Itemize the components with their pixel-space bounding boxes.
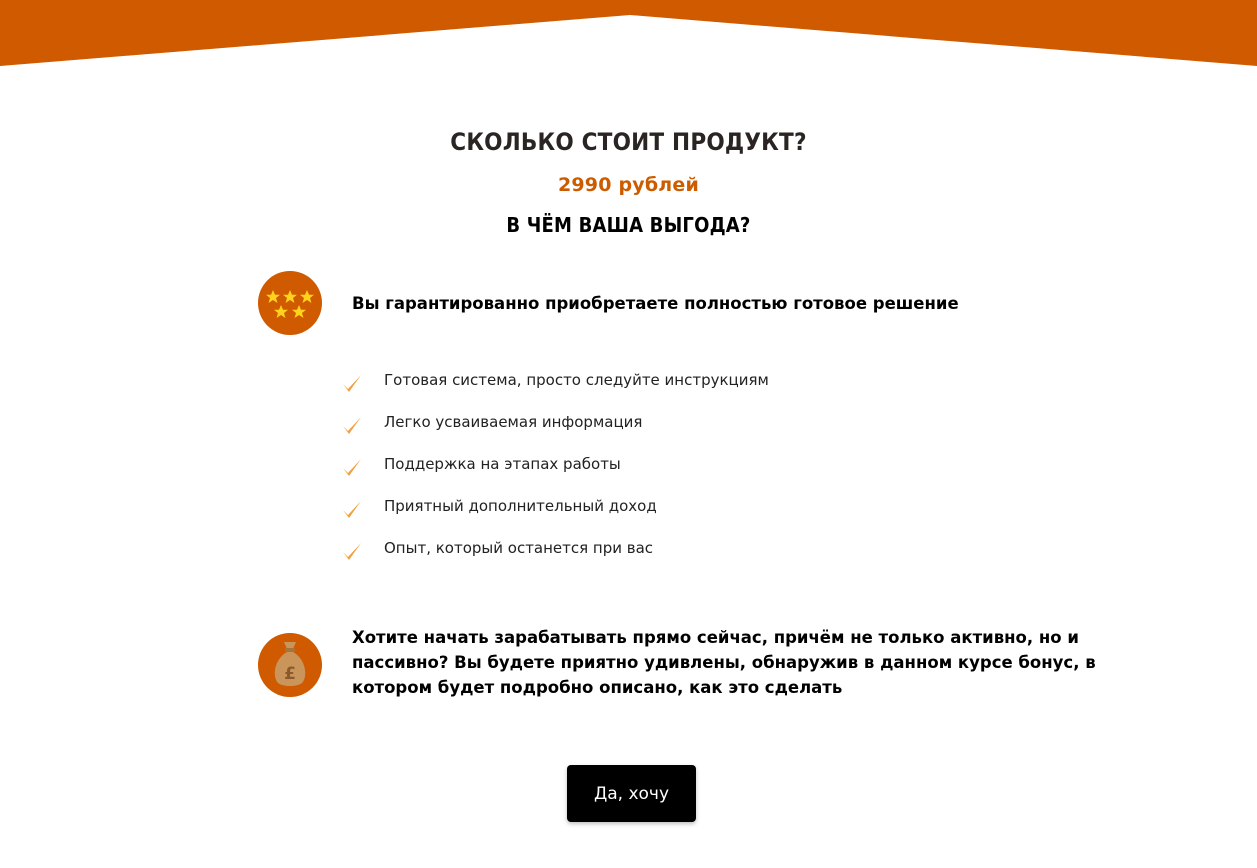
- checkmark-icon: [341, 372, 363, 394]
- benefit-question-heading: В ЧЁМ ВАША ВЫГОДА?: [506, 213, 751, 237]
- money-bag-icon: [258, 633, 322, 697]
- checkmark-icon: [341, 414, 363, 436]
- bonus-text: Хотите начать зарабатывать прямо сейчас, причём не только активно, но и пассивно? Вы будете приятно удивлены, обнаружив в данном курсе бонус, в котором будет подробно описано, как это сделать: [352, 628, 1096, 697]
- stars-icon: [258, 271, 322, 335]
- checkmark-icon: [341, 456, 363, 478]
- price-question-heading: СКОЛЬКО СТОИТ ПРОДУКТ?: [450, 128, 807, 156]
- yes-want-button[interactable]: Да, хочу: [567, 765, 696, 822]
- list-item-text: Поддержка на этапах работы: [384, 455, 621, 473]
- checkmark-icon: [341, 498, 363, 520]
- benefit-lead-text: Вы гарантированно приобретаете полностью готовое решение: [352, 294, 959, 313]
- checkmark-icon: [341, 540, 363, 562]
- list-item-text: Приятный дополнительный доход: [384, 497, 657, 515]
- top-banner: [0, 0, 1257, 66]
- list-item-text: Легко усваиваемая информация: [384, 413, 643, 431]
- svg-text:£: £: [284, 664, 296, 684]
- list-item-text: Опыт, который останется при вас: [384, 539, 654, 557]
- list-item-text: Готовая система, просто следуйте инструкциям: [384, 371, 769, 389]
- price-value: 2990 рублей: [557, 174, 700, 196]
